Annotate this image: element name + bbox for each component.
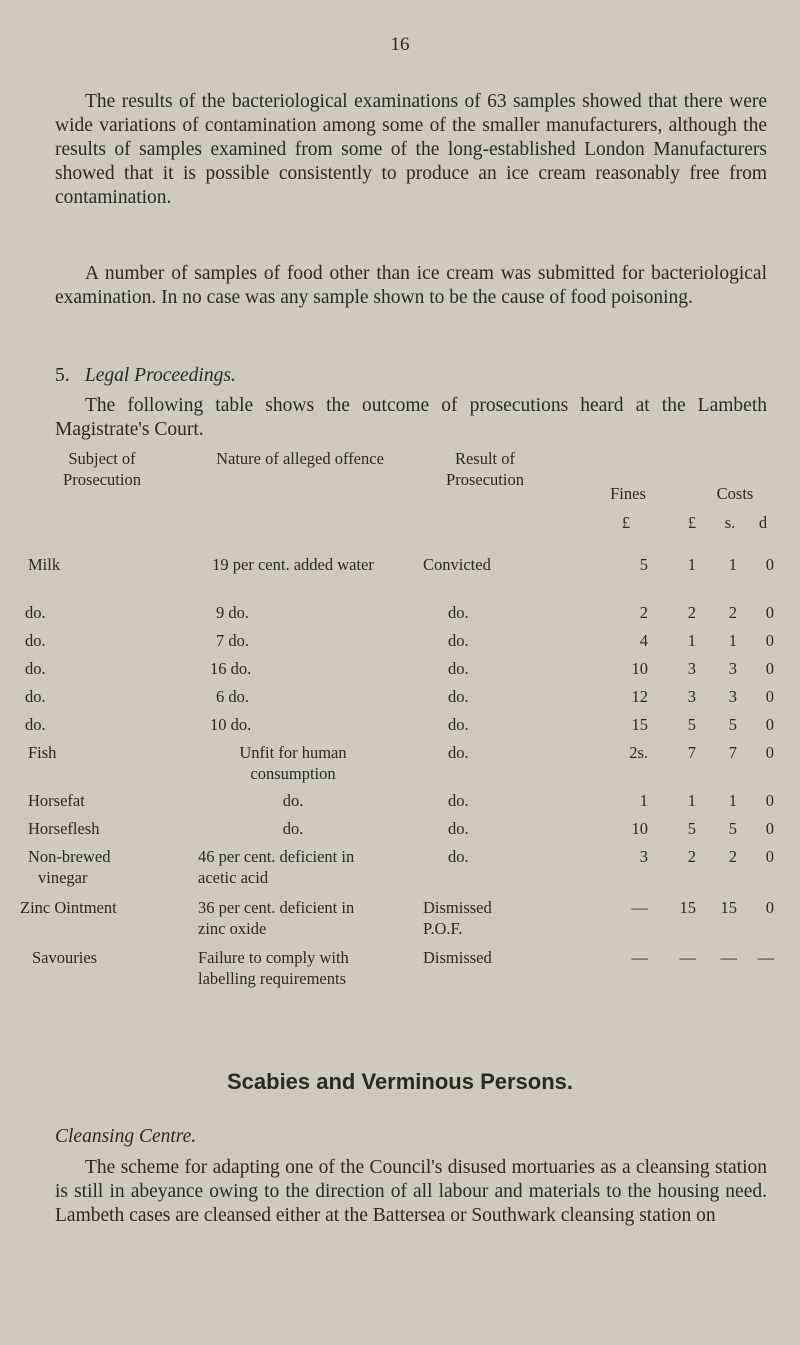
cell-costs-shillings: 1 bbox=[728, 791, 737, 810]
cell-costs-pounds: 2 bbox=[687, 603, 696, 622]
cell-result: do. bbox=[448, 631, 469, 650]
cell-costs-shillings: 2 bbox=[728, 603, 737, 622]
cell-costs-shillings: 7 bbox=[728, 743, 737, 762]
cell-subject: do. bbox=[25, 603, 46, 622]
cell-nature: do. bbox=[282, 819, 304, 838]
prosecutions-table bbox=[20, 448, 780, 988]
cell-subject: Non-brewed vinegar bbox=[28, 847, 111, 887]
cell-result: do. bbox=[448, 715, 469, 734]
cell-nature: 46 per cent. deficient in acetic acid bbox=[198, 847, 355, 887]
cell-subject: Fish bbox=[28, 743, 57, 762]
cell-fines: 2 bbox=[639, 603, 648, 622]
cell-result: do. bbox=[448, 791, 469, 810]
cell-costs-pence: 0 bbox=[765, 898, 774, 917]
section-title: Legal Proceedings. bbox=[84, 365, 236, 386]
cell-nature: 9 do. bbox=[216, 603, 249, 622]
cell-costs-pounds: 15 bbox=[679, 898, 696, 917]
cell-costs-pounds: 3 bbox=[687, 659, 696, 678]
cell-subject: Horsefat bbox=[28, 791, 85, 810]
cell-fines: — bbox=[631, 898, 648, 917]
cell-subject: Savouries bbox=[32, 948, 98, 967]
cell-result: do. bbox=[448, 743, 469, 762]
paragraph-ice-cream-results: The results of the bacteriological examinations of 63 samples showed that there were wide variations of contamination among some of the smaller manufacturers, although the results of samples examined from some of the long-established London Manufacturers showed that it is possible consistently to produce an ice cream reasonably free from contamination. bbox=[55, 91, 767, 208]
cell-costs-pounds: 7 bbox=[687, 743, 696, 762]
cell-costs-pounds: 2 bbox=[687, 847, 696, 866]
header-nature: Nature of alleged offence bbox=[216, 449, 384, 468]
cell-fines: 15 bbox=[631, 715, 648, 734]
cell-nature: 36 per cent. deficient in zinc oxide bbox=[198, 898, 355, 938]
cell-subject: do. bbox=[25, 715, 46, 734]
header-costs-pence: d bbox=[758, 513, 768, 532]
header-costs: Costs bbox=[716, 484, 754, 503]
cell-costs-pounds: 1 bbox=[687, 791, 696, 810]
paragraph-food-samples: A number of samples of food other than ice cream was submitted for bacteriological examination. In no case was any sample shown to be the cause of food poisoning. bbox=[55, 263, 767, 308]
cell-costs-pence: 0 bbox=[765, 687, 774, 706]
cell-subject: do. bbox=[25, 659, 46, 678]
cell-result: do. bbox=[448, 847, 469, 866]
cell-costs-pence: 0 bbox=[765, 631, 774, 650]
page-number: 16 bbox=[390, 34, 410, 55]
cell-costs-pence: 0 bbox=[765, 555, 774, 574]
section-heading-scabies: Scabies and Verminous Persons. bbox=[226, 1069, 574, 1094]
paragraph-table-intro: The following table shows the outcome of prosecutions heard at the Lambeth Magistrate's Court. bbox=[55, 395, 767, 440]
cell-costs-pounds: 1 bbox=[687, 555, 696, 574]
table-header bbox=[20, 448, 780, 530]
cell-subject: Zinc Ointment bbox=[20, 898, 117, 917]
cell-nature: 16 do. bbox=[210, 659, 252, 678]
cell-costs-pounds: — bbox=[679, 948, 696, 967]
cell-costs-shillings: 3 bbox=[728, 687, 737, 706]
cell-subject: Horseflesh bbox=[28, 819, 100, 838]
cell-costs-shillings: 2 bbox=[728, 847, 737, 866]
cell-fines: — bbox=[631, 948, 648, 967]
cell-costs-shillings: 1 bbox=[728, 631, 737, 650]
cell-result: Convicted bbox=[423, 555, 491, 574]
cell-result: Dismissed P.O.F. bbox=[423, 898, 492, 938]
cell-result: Dismissed bbox=[423, 948, 492, 967]
cell-nature: Unfit for human consumption bbox=[239, 743, 347, 783]
header-subject: Subject of Prosecution bbox=[63, 449, 141, 489]
cell-subject: Milk bbox=[28, 555, 61, 574]
cell-fines: 1 bbox=[639, 791, 648, 810]
cell-costs-pence: — bbox=[757, 948, 774, 967]
cell-costs-pence: 0 bbox=[765, 659, 774, 678]
cell-nature: do. bbox=[282, 791, 304, 810]
cell-costs-pence: 0 bbox=[765, 847, 774, 866]
cell-nature: 7 do. bbox=[216, 631, 249, 650]
cell-subject: do. bbox=[25, 631, 46, 650]
cell-costs-pounds: 3 bbox=[687, 687, 696, 706]
cell-costs-shillings: 5 bbox=[728, 819, 737, 838]
header-costs-shillings: s. bbox=[724, 513, 736, 532]
cell-fines: 10 bbox=[631, 659, 648, 678]
cell-costs-pence: 0 bbox=[765, 743, 774, 762]
cell-costs-shillings: — bbox=[720, 948, 737, 967]
subheading-cleansing-centre: Cleansing Centre. bbox=[55, 1126, 197, 1147]
cell-fines: 5 bbox=[639, 555, 648, 574]
section-number: 5. bbox=[55, 365, 70, 386]
header-fines: Fines bbox=[610, 484, 646, 503]
cell-costs-pence: 0 bbox=[765, 819, 774, 838]
cell-result: do. bbox=[448, 687, 469, 706]
cell-nature: 19 per cent. added water bbox=[212, 555, 374, 574]
cell-costs-shillings: 1 bbox=[728, 555, 737, 574]
cell-costs-pence: 0 bbox=[765, 791, 774, 810]
cell-costs-shillings: 5 bbox=[728, 715, 737, 734]
cell-fines: 4 bbox=[639, 631, 648, 650]
header-result: Result of Prosecution bbox=[446, 449, 524, 489]
cell-subject: do. bbox=[25, 687, 46, 706]
cell-nature: 6 do. bbox=[216, 687, 249, 706]
cell-fines: 2s. bbox=[629, 743, 648, 762]
section-heading-legal-proceedings bbox=[55, 364, 767, 388]
cell-costs-pounds: 1 bbox=[687, 631, 696, 650]
cell-fines: 10 bbox=[631, 819, 648, 838]
cell-costs-pence: 0 bbox=[765, 603, 774, 622]
paragraph-cleansing-station: The scheme for adapting one of the Council's disused mortuaries as a cleansing station is still in abeyance owing to the direction of all labour and materials to the housing need. Lambeth cases are cleansed either at the Battersea or Southwark cleansing station on bbox=[55, 1157, 767, 1226]
cell-result: do. bbox=[448, 659, 469, 678]
cell-costs-pence: 0 bbox=[765, 715, 774, 734]
cell-costs-shillings: 15 bbox=[720, 898, 737, 917]
cell-nature: 10 do. bbox=[210, 715, 252, 734]
header-fines-pound: £ bbox=[621, 513, 631, 532]
cell-nature: Failure to comply with labelling requirements bbox=[198, 948, 349, 988]
cell-fines: 3 bbox=[639, 847, 648, 866]
cell-result: do. bbox=[448, 819, 469, 838]
cell-costs-shillings: 3 bbox=[728, 659, 737, 678]
header-costs-pound: £ bbox=[687, 513, 697, 532]
cell-result: do. bbox=[448, 603, 469, 622]
cell-costs-pounds: 5 bbox=[687, 715, 696, 734]
cell-fines: 12 bbox=[631, 687, 648, 706]
cell-costs-pounds: 5 bbox=[687, 819, 696, 838]
